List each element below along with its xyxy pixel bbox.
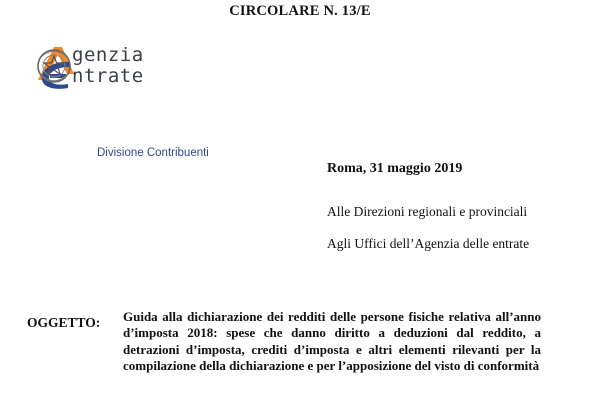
recipient-line: Agli Uffici dell’Agenzia delle entrate: [327, 236, 530, 251]
document-number: CIRCOLARE N. 13/E: [229, 3, 371, 19]
letter-date: Roma, 31 maggio 2019: [327, 161, 463, 176]
italian-republic-emblem-icon: [34, 44, 74, 86]
subject-text: Guida alla dichiarazione dei redditi delle persone fisiche relativa all’anno d’imposta 2018: spese che danno diritto a deduzioni dal reddito, a detrazioni d’imposta, crediti d’imposta e altri elementi rilevanti per la compilazione della dichiarazione e per l’apposizione del visto di conformità: [123, 309, 541, 374]
logo-entrate-text: ntrate: [72, 65, 144, 87]
division-name: Divisione Contribuenti: [97, 147, 209, 159]
logo-agenzia-text: genzia: [72, 44, 144, 66]
recipient-line: Alle Direzioni regionali e provinciali: [327, 204, 528, 219]
agenzia-entrate-logo: [34, 44, 229, 159]
subject-label: OGGETTO:: [27, 315, 101, 330]
